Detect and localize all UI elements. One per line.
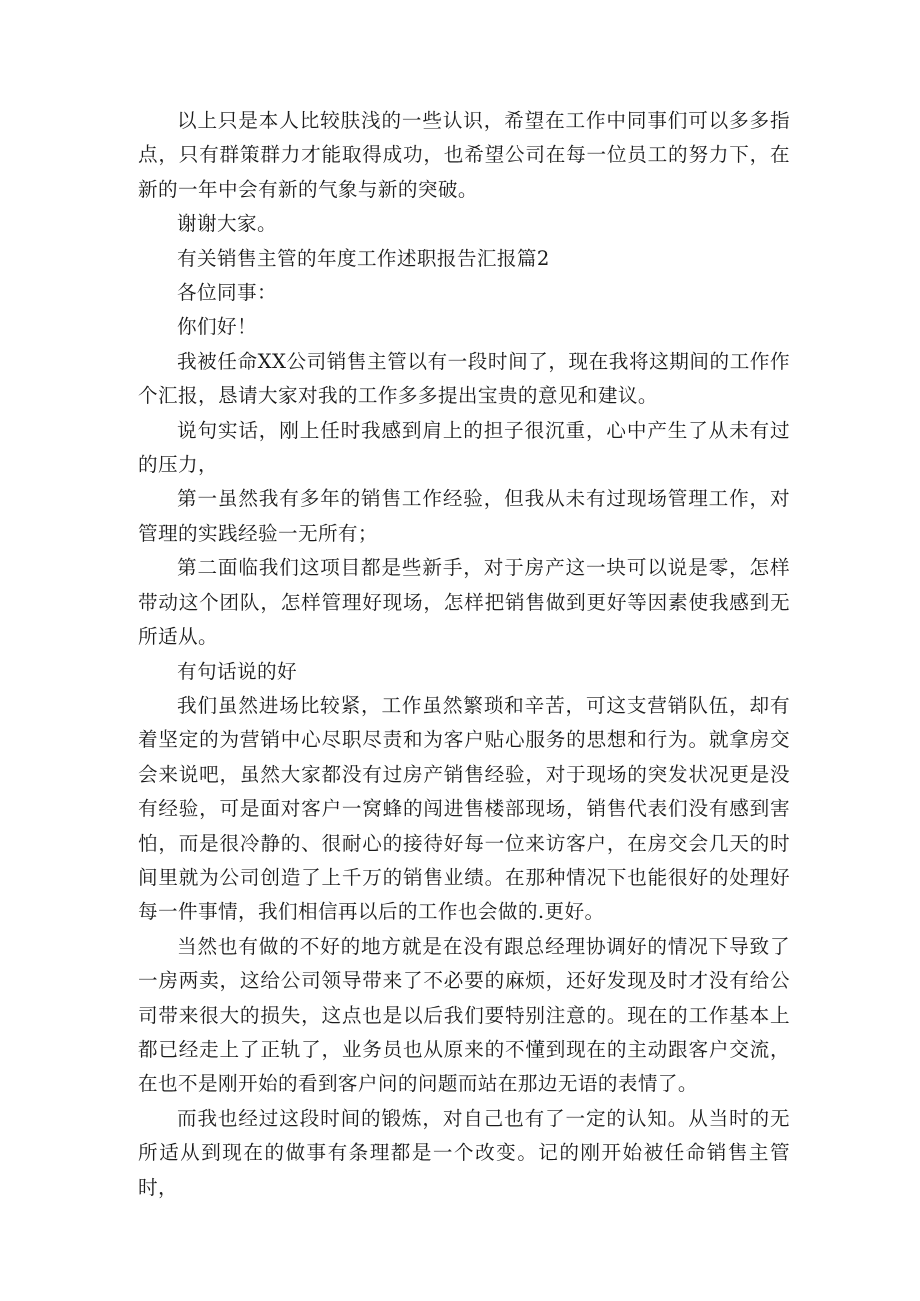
paragraph-intro: 我被任命XX公司销售主管以有一段时间了，现在我将这期间的工作作个汇报，恳请大家对我的工作多多提出宝贵的意见和建议。: [138, 349, 790, 408]
document-body: [138, 104, 790, 1205]
salutation: 各位同事：: [177, 281, 277, 305]
paragraph-team: 我们虽然进场比较紧，工作虽然繁琐和辛苦，可这支营销队伍，却有着坚定的为营销中心尽职尽责和为客户贴心服务的思想和行为。就拿房交会来说吧，虽然大家都没有过房产销售经验，对于现场的突发状况更是没有经验，可是面对客户一窝蜂的闯进售楼部现场，销售代表们没有感到害怕，而是很冷静的、很耐心的接待好每一位来访客户，在房交会几天的时间里就为公司创造了上千万的销售业绩。在那种情况下也能很好的处理好每一件事情，我们相信再以后的工作也会做的.更好。: [138, 693, 790, 924]
paragraph-self-reflection: 而我也经过这段时间的锻炼，对自己也有了一定的认知。从当时的无所适从到现在的做事有条理都是一个改变。记的刚开始被任命销售主管时，: [138, 1106, 790, 1199]
greeting: 你们好！: [177, 315, 257, 339]
section-title: 有关销售主管的年度工作述职报告汇报篇2: [177, 246, 550, 270]
paragraph-closing-remarks: 以上只是本人比较肤浅的一些认识，希望在工作中同事们可以多多指点，只有群策群力才能取得成功，也希望公司在每一位员工的努力下，在新的一年中会有新的气象与新的突破。: [138, 109, 790, 201]
paragraph-thanks: 谢谢大家。: [177, 212, 277, 236]
paragraph-second-point: 第二面临我们这项目都是些新手，对于房产这一块可以说是零，怎样带动这个团队，怎样管理好现场，怎样把销售做到更好等因素使我感到无所适从。: [138, 556, 790, 649]
paragraph-saying: 有句话说的好: [177, 659, 297, 683]
paragraph-first-point: 第一虽然我有多年的销售工作经验，但我从未有过现场管理工作，对管理的实践经验一无所有；: [138, 487, 790, 545]
paragraph-pressure: 说句实话，刚上任时我感到肩上的担子很沉重，心中产生了从未有过的压力，: [138, 418, 790, 477]
paragraph-shortcomings: 当然也有做的不好的地方就是在没有跟总经理协调好的情况下导致了一房两卖，这给公司领导带来了不必要的麻烦，还好发现及时才没有给公司带来很大的损失，这点也是以后我们要特别注意的。现在的工作基本上都已经走上了正轨了，业务员也从原来的不懂到现在的主动跟客户交流，在也不是刚开始的看到客户问的问题而站在那边无语的表情了。: [138, 934, 790, 1096]
